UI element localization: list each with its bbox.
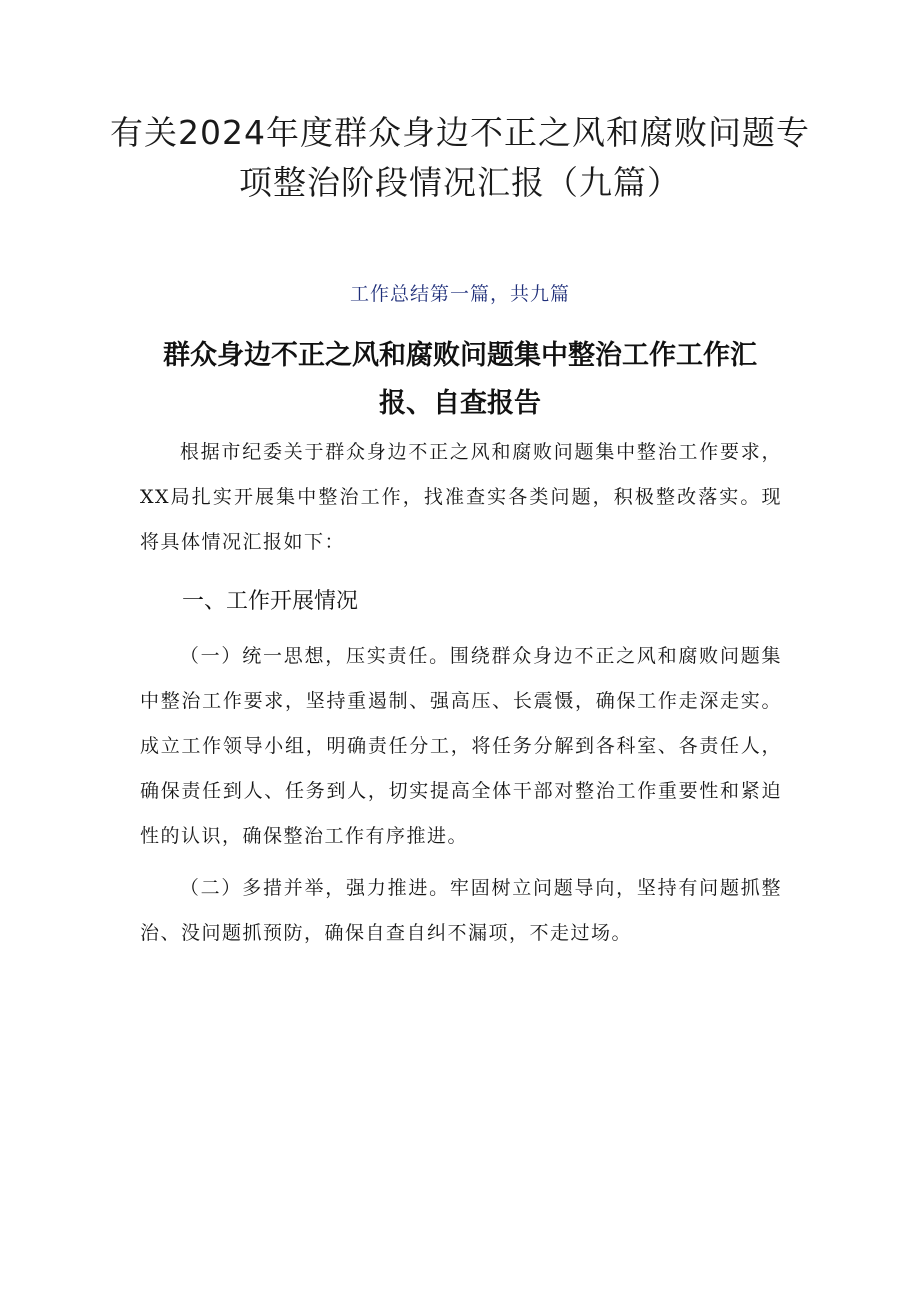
body-paragraph: （一）统一思想，压实责任。围绕群众身边不正之风和腐败问题集中整治工作要求，坚持重遏制、强高压、长震慑，确保工作走深走实。成立工作领导小组，明确责任分工，将任务分解到各科室、各责任人，确保责任到人、任务到人，切实提高全体干部对整治工作重要性和紧迫性的认识，确保整治工作有序推进。 [140, 645, 782, 847]
body-paragraph: （二）多措并举，强力推进。牢固树立问题导向，坚持有问题抓整治、没问题抓预防，确保自查自纠不漏项，不走过场。 [140, 877, 782, 944]
document-title: 有关2024年度群众身边不正之风和腐败问题专项整治阶段情况汇报（九篇） [110, 113, 810, 202]
report-title: 群众身边不正之风和腐败问题集中整治工作工作汇报、自查报告 [163, 340, 757, 419]
series-label: 工作总结第一篇，共九篇 [349, 283, 570, 305]
section-heading: 一、工作开展情况 [182, 589, 359, 614]
intro-paragraph: 根据市纪委关于群众身边不正之风和腐败问题集中整治工作要求，XX局扎实开展集中整治工作，找准查实各类问题，积极整改落实。现将具体情况汇报如下： [140, 441, 782, 553]
